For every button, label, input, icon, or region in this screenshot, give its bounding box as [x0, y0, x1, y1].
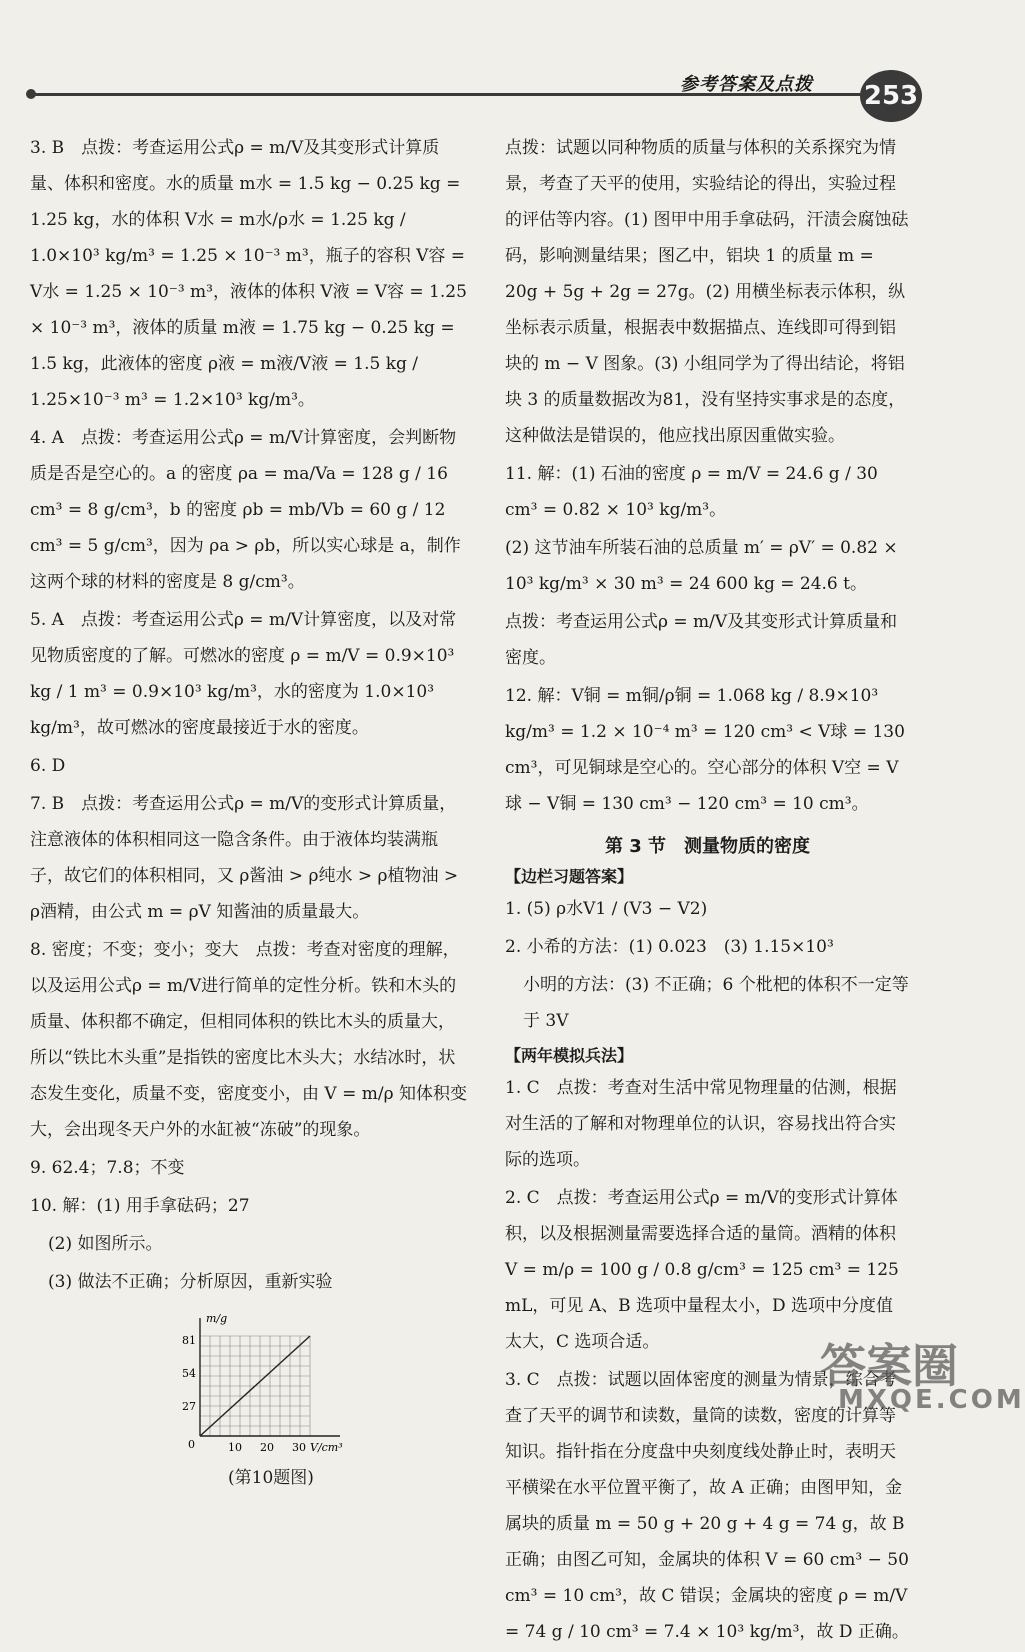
practice-answer-1: 1. C 点拨：考查对生活中常见物理量的估测，根据对生活的了解和对物理单位的认识，容易找出符合实际的选项。 [505, 1078, 897, 1170]
graph-xtick-10: 10 [228, 1441, 242, 1454]
answer-7: 7. B 点拨：考查运用公式ρ = m/V的变形式计算质量，注意液体的体积相同这一隐含条件。由于液体均装满瓶子，故它们的体积相同，又 ρ酱油 > ρ纯水 > ρ植物油 > ρ酒精，由公式 m = ρV 知酱油的质量最大。 [30, 794, 459, 922]
graph-xtick-20: 20 [260, 1441, 274, 1454]
section-title: 第 3 节 测量物质的密度 [604, 836, 811, 857]
sidebar-answer-2b: 小明的方法：(3) 不正确；6 个枇杷的体积不一定等于 3V [523, 975, 909, 1031]
answer-6: 6. D [30, 756, 66, 776]
graph-ytick-81: 81 [182, 1334, 196, 1347]
answer-3: 3. B 点拨：考查运用公式ρ = m/V及其变形式计算质量、体积和密度。水的质量 m水 = 1.5 kg − 0.25 kg = 1.25 kg，水的体积 V水 = m水/ρ水 = 1.25 kg / 1.0×10³ kg/m³ = 1.25 × 10⁻³ m³，瓶子的容积 V容 = V水 = 1.25 × 10⁻³ m³，液体的体积 V液 = V容 = 1.25 × 10⁻³ m³，液体的质量 m液 = 1.75 kg − 0.25 kg = 1.5 kg，此液体的密度 ρ液 = m液/V液 = 1.5 kg / 1.25×10⁻³ m³ = 1.2×10³ kg/m³。 [30, 138, 467, 410]
practice-heading: 【两年模拟兵法】 [505, 1046, 634, 1065]
answer-4: 4. A 点拨：考查运用公式ρ = m/V计算密度，会判断物质是否是空心的。a 的密度 ρa = ma/Va = 128 g / 16 cm³ = 8 g/cm³，b 的密度 ρb = mb/Vb = 60 g / 12 cm³ = 5 g/cm³，因为 ρa > ρb，所以实心球是 a，制作这两个球的材料的密度是 8 g/cm³。 [30, 428, 461, 592]
answer-5: 5. A 点拨：考查运用公式ρ = m/V计算密度，以及对常见物质密度的了解。可燃冰的密度 ρ = m/V = 0.9×10³ kg / 1 m³ = 0.9×10³ kg/m³，水的密度为 1.0×10³ kg/m³，故可燃冰的密度最接近于水的密度。 [30, 610, 457, 738]
practice-answer-3: 3. C 点拨：试题以固体密度的测量为情景，综合考查了天平的调节和读数，量筒的读数，密度的计算等知识。指针指在分度盘中央刻度线处静止时，表明天平横梁在水平位置平衡了，故 A 正确；由图甲知，金属块的质量 m = 50 g + 20 g + 4 g = 74 g，故 B 正确；由图乙可知，金属块的体积 V = 60 cm³ − 50 cm³ = 10 cm³，故 C 错误；金属块的密度 ρ = m/V = 74 g / 10 cm³ = 7.4 × 10³ kg/m³，故 D 正确。 [505, 1370, 909, 1642]
graph-ylabel: m/g [206, 1312, 228, 1325]
sidebar-answer-1: 1. (5) ρ水V1 / (V3 − V2) [505, 899, 708, 919]
graph-caption: (第10题图) [228, 1468, 314, 1488]
answer-10: 10. 解：(1) 用手拿砝码；27 [30, 1196, 250, 1216]
graph-ytick-54: 54 [182, 1367, 196, 1380]
header-title: 参考答案及点拨 [680, 74, 813, 95]
sidebar-heading: 【边栏习题答案】 [505, 867, 634, 886]
graph-ytick-27: 27 [182, 1400, 196, 1413]
practice-answer-2: 2. C 点拨：考查运用公式ρ = m/V的变形式计算体积，以及根据测量需要选择合适的量筒。酒精的体积 V = m/ρ = 100 g / 0.8 g/cm³ = 125 cm³ = 125 mL，可见 A、B 选项中量程太小，D 选项中分度值太大，C 选项合适。 [505, 1188, 899, 1352]
graph-xlabel: V/cm³ [310, 1441, 343, 1454]
answer-11-hint: 点拨：考查运用公式ρ = m/V及其变形式计算质量和密度。 [505, 612, 898, 668]
page-number: 253 [860, 70, 922, 122]
answer-11-part2: (2) 这节油车所装石油的总质量 m′ = ρV′ = 0.82 × 10³ kg/m³ × 30 m³ = 24 600 kg = 24.6 t。 [505, 538, 898, 594]
mv-graph-svg [170, 1306, 370, 1456]
sidebar-answer-2: 2. 小希的方法：(1) 0.023 (3) 1.15×10³ [505, 937, 834, 957]
answer-10-hint: 点拨：试题以同种物质的质量与体积的关系探究为情景，考查了天平的使用，实验结论的得出，实验过程的评估等内容。(1) 图甲中用手拿砝码，汗渍会腐蚀砝码，影响测量结果；图乙中，铝块 1 的质量 m = 20g + 5g + 2g = 27g。(2) 用横坐标表示体积，纵坐标表示质量，根据表中数据描点、连线即可得到铝块的 m − V 图象。(3) 小组同学为了得出结论，将铝块 3 的质量数据改为81，没有坚持实事求是的态度，这种做法是错误的，他应找出原因重做实验。 [505, 138, 909, 446]
answer-11: 11. 解：(1) 石油的密度 ρ = m/V = 24.6 g / 30 cm³ = 0.82 × 10³ kg/m³。 [505, 464, 878, 520]
answer-10-part2: (2) 如图所示。 [48, 1234, 163, 1254]
answer-10-part3: (3) 做法不正确；分析原因，重新实验 [48, 1272, 333, 1292]
graph-xtick-0: 0 [188, 1438, 195, 1451]
answer-9: 9. 62.4；7.8；不变 [30, 1158, 185, 1178]
graph-xtick-30: 30 [292, 1441, 306, 1454]
right-column [505, 130, 910, 1652]
watermark-logo: 答案圈 [820, 1339, 958, 1393]
left-column [30, 130, 470, 1488]
watermark-url: MXQE.COM [838, 1385, 1025, 1415]
mv-graph [170, 1306, 470, 1461]
answer-12: 12. 解：V铜 = m铜/ρ铜 = 1.068 kg / 8.9×10³ kg/m³ = 1.2 × 10⁻⁴ m³ = 120 cm³ < V球 = 130 cm³，可见铜球是空心的。空心部分的体积 V空 = V球 − V铜 = 130 cm³ − 120 cm³ = 10 cm³。 [505, 686, 905, 814]
answer-8: 8. 密度；不变；变小；变大 点拨：考查对密度的理解，以及运用公式ρ = m/V进行简单的定性分析。铁和木头的质量、体积都不确定，但相同体积的铁比木头的质量大，所以“铁比木头重”是指铁的密度比木头大；水结冰时，状态发生变化，质量不变，密度变小，由 V = m/ρ 知体积变大，会出现冬天户外的水缸被“冻破”的现象。 [30, 940, 467, 1140]
